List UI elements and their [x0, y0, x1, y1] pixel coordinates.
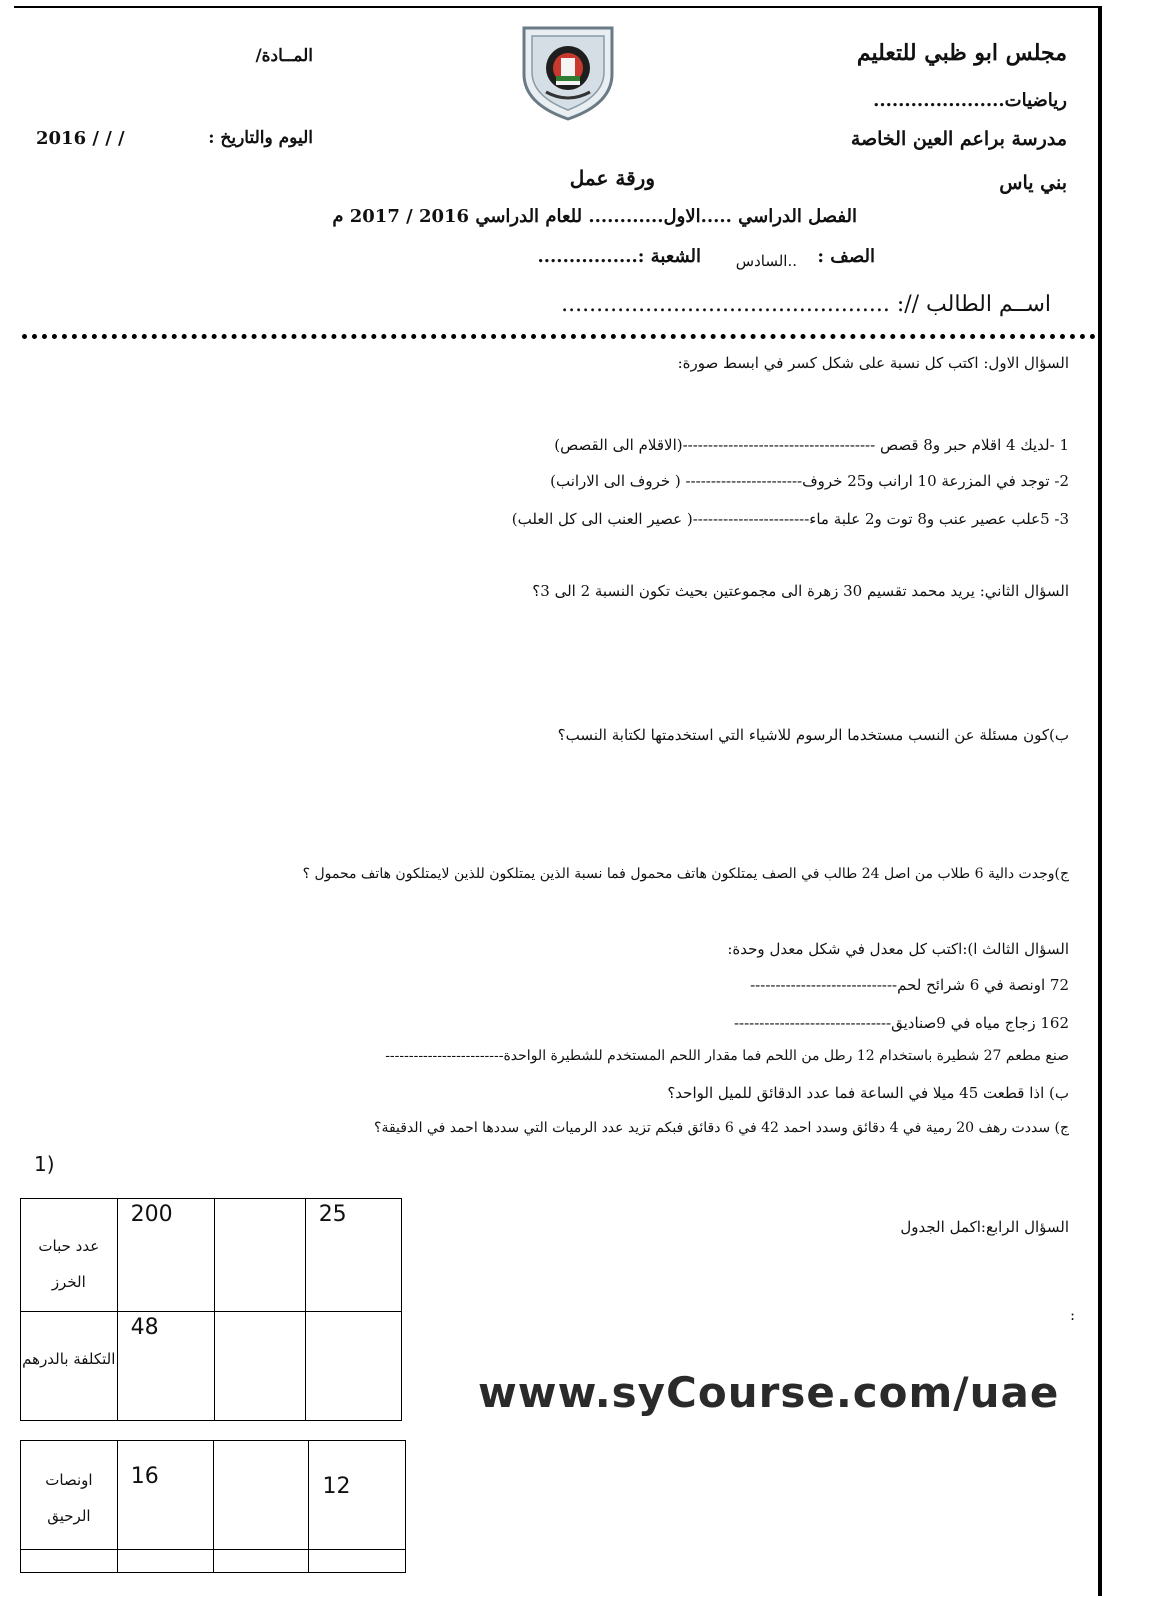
city-name: بني ياس — [999, 172, 1067, 194]
grade-value: ..السادس — [735, 252, 797, 270]
table-row-label: عدد حبات الخرز — [21, 1199, 118, 1312]
table-cell[interactable] — [117, 1550, 213, 1573]
table-row — [21, 1550, 406, 1573]
table-row — [21, 1441, 406, 1550]
table-cell[interactable]: 25 — [305, 1199, 401, 1312]
worksheet-title: ورقة عمل — [569, 166, 655, 190]
q2-part-b: ب)كون مسئلة عن النسب مستخدما الرسوم للاشياء التي استخدمتها لكتابة النسب؟ — [557, 726, 1069, 744]
q4-title: السؤال الرابع:اكمل الجدول — [900, 1218, 1069, 1236]
table-cell[interactable] — [214, 1312, 305, 1421]
table-row-label: التكلفة بالدرهم — [21, 1312, 118, 1421]
table-index: (1 — [34, 1152, 55, 1176]
q3-item: صنع مطعم 27 شطيرة باستخدام 12 رطل من اللحم فما مقدار اللحم المستخدم للشطيرة الواحدة------------------------- — [385, 1048, 1069, 1064]
q1-item: 2- توجد في المزرعة 10 ارانب و25 خروف----------------------- ( خروف الى الارانب) — [550, 472, 1069, 490]
council-name: مجلس ابو ظبي للتعليم — [856, 40, 1067, 66]
table-row — [21, 1312, 402, 1421]
q1-item: 3- 5علب عصير عنب و8 توت و2 علبة ماء-----------------------( عصير العنب الى كل العلب) — [511, 510, 1069, 528]
ratio-table-1 — [20, 1198, 402, 1421]
table-cell[interactable] — [309, 1550, 406, 1573]
watermark: www.syCourse.com/uae — [478, 1368, 1060, 1417]
subject-line: رياضيات..................... — [873, 90, 1067, 111]
q3-title: السؤال الثالث ا):اكتب كل معدل في شكل معدل وحدة: — [727, 940, 1069, 958]
table-row-label: اونصات الرحيق — [21, 1441, 118, 1550]
date-label: اليوم والتاريخ : — [208, 128, 313, 148]
table-cell[interactable] — [214, 1199, 305, 1312]
table-cell[interactable] — [214, 1550, 309, 1573]
q4-colon: : — [1069, 1306, 1075, 1324]
school-crest-icon — [516, 22, 620, 122]
table-cell[interactable]: 16 — [117, 1441, 213, 1550]
subject-label: المــادة/ — [255, 46, 313, 66]
table-cell[interactable] — [305, 1312, 401, 1421]
table-row — [21, 1199, 402, 1312]
table-cell[interactable]: 48 — [117, 1312, 214, 1421]
table-cell[interactable]: 12 — [309, 1441, 406, 1550]
student-name-line: اســم الطالب //: ............................................... — [561, 292, 1051, 317]
dotted-separator — [22, 334, 1096, 339]
q2-part-c: ج)وجدت دالية 6 طلاب من اصل 24 طالب في الصف يمتلكون هاتف محمول فما نسبة الذين يمتلكون للذين لايمتلكون هاتف محمول ؟ — [302, 866, 1069, 882]
q3-item: ج) سددت رهف 20 رمية في 4 دقائق وسدد احمد 42 في 6 دقائق فبكم تزيد عدد الرميات التي سددها احمد في الدقيقة؟ — [374, 1120, 1069, 1136]
q1-title: السؤال الاول: اكتب كل نسبة على شكل كسر في ابسط صورة: — [677, 354, 1069, 372]
table-cell[interactable]: 200 — [117, 1199, 214, 1312]
ratio-table-2 — [20, 1440, 406, 1573]
q3-item: 72 اونصة في 6 شرائح لحم----------------------------- — [750, 976, 1069, 994]
q2-title: السؤال الثاني: يريد محمد تقسيم 30 زهرة الى مجموعتين بحيث تكون النسبة 2 الى 3؟ — [532, 582, 1069, 600]
q3-item: 162 زجاج مياه في 9صناديق------------------------------- — [733, 1014, 1069, 1032]
table-row-label — [21, 1550, 118, 1573]
school-name: مدرسة براعم العين الخاصة — [850, 128, 1067, 150]
section-label: الشعبة :................ — [537, 246, 701, 267]
table-cell[interactable] — [214, 1441, 309, 1550]
term-line: الفصل الدراسي .....الاول............ للعام الدراسي 2016 / 2017 م — [332, 206, 857, 227]
q1-item: 1 -لديك 4 اقلام حبر و8 قصص --------------------------------------(الاقلام الى القصص) — [554, 436, 1069, 454]
date-value: 2016 / / / — [36, 128, 125, 149]
grade-label: الصف : — [817, 246, 875, 267]
q3-item: ب) اذا قطعت 45 ميلا في الساعة فما عدد الدقائق للميل الواحد؟ — [667, 1084, 1069, 1102]
